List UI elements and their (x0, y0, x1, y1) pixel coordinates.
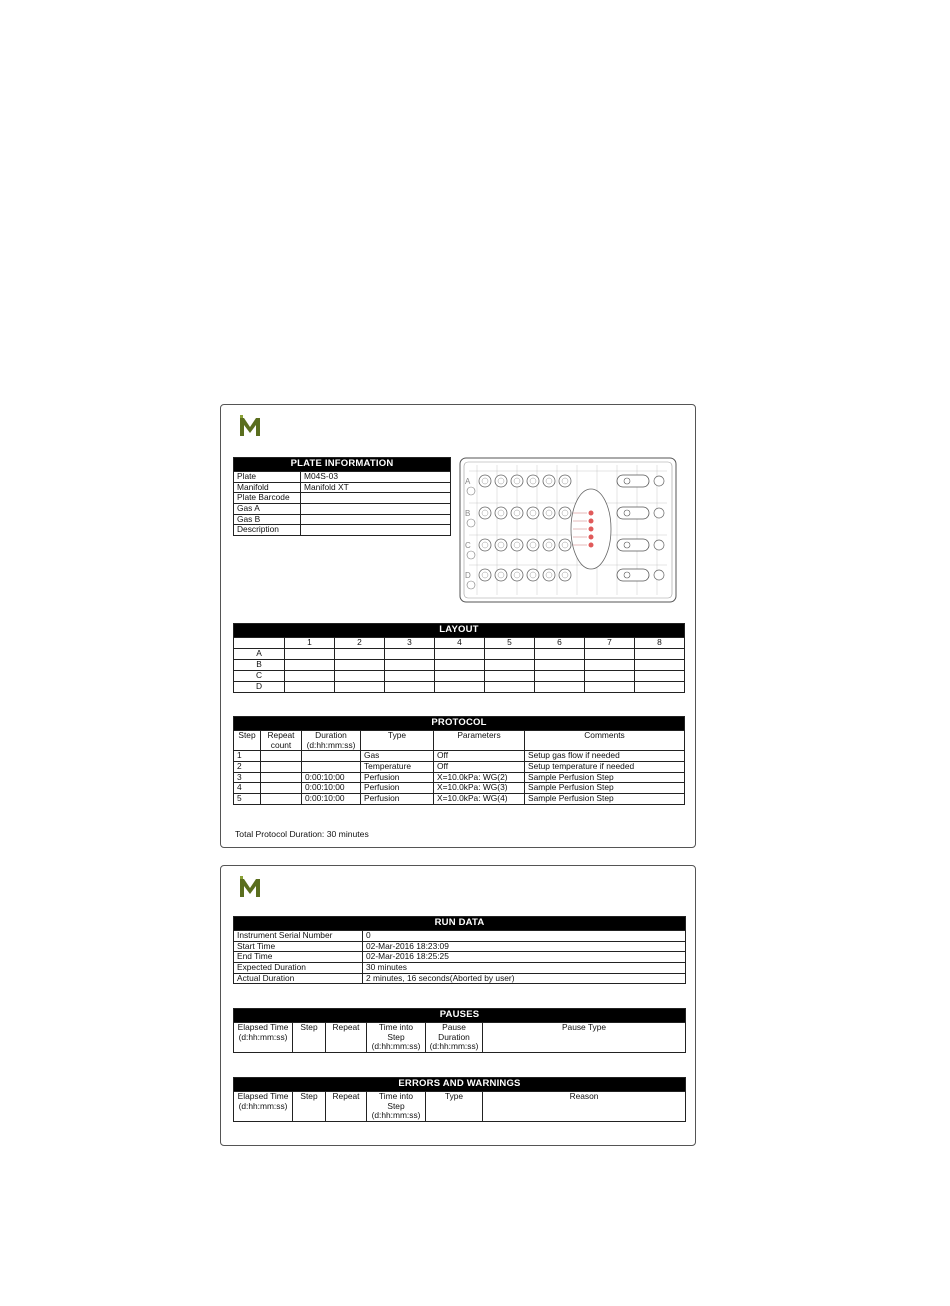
parameters-cell: X=10.0kPa: WG(2) (434, 772, 525, 783)
red-dot-icon (589, 519, 594, 524)
table-row (234, 941, 686, 952)
table-row (234, 751, 685, 762)
table-row (234, 659, 685, 670)
col-step: Step (293, 1091, 326, 1121)
layout-col-6: 6 (535, 637, 585, 648)
end-time-value: 02-Mar-2016 18:25:25 (363, 952, 686, 963)
table-row (234, 761, 685, 772)
protocol-title: PROTOCOL (234, 717, 685, 731)
well-icon (467, 581, 475, 589)
step-cell: 2 (234, 761, 261, 772)
duration-cell (302, 751, 361, 762)
serial-label: Instrument Serial Number (234, 930, 363, 941)
description-label: Description (234, 525, 301, 536)
gas-b-label: Gas B (234, 514, 301, 525)
well-icon (654, 540, 664, 550)
parameters-cell: X=10.0kPa: WG(4) (434, 793, 525, 804)
parameters-cell: Off (434, 751, 525, 762)
plate-information-title: PLATE INFORMATION (234, 458, 451, 472)
table-row (234, 681, 685, 692)
comments-cell: Setup gas flow if needed (525, 751, 685, 762)
table-row (234, 783, 685, 794)
duration-cell (302, 761, 361, 772)
plate-value: M04S-03 (301, 471, 451, 482)
errors-warnings-table (233, 1077, 686, 1122)
well-icon (527, 539, 539, 551)
layout-col-1: 1 (285, 637, 335, 648)
repeat-cell (261, 772, 302, 783)
col-reason: Reason (483, 1091, 686, 1121)
port-icon (617, 475, 649, 487)
plate-row-letter: A (465, 477, 471, 486)
run-data-title: RUN DATA (234, 917, 686, 931)
well-icon (479, 539, 491, 551)
table-row (234, 637, 685, 648)
step-cell: 3 (234, 772, 261, 783)
step-cell: 5 (234, 793, 261, 804)
report-page-2 (220, 865, 696, 1146)
table-row (234, 648, 685, 659)
col-time-into-step: Time into Step (d:hh:mm:ss) (367, 1091, 426, 1121)
well-icon (654, 570, 664, 580)
well-icon (543, 507, 555, 519)
layout-col-2: 2 (335, 637, 385, 648)
table-row (234, 525, 451, 536)
well-icon (511, 569, 523, 581)
errors-warnings-title: ERRORS AND WARNINGS (234, 1078, 686, 1092)
expected-duration-value: 30 minutes (363, 962, 686, 973)
comments-cell: Sample Perfusion Step (525, 772, 685, 783)
table-row (234, 962, 686, 973)
table-header-row (234, 730, 685, 750)
well-icon (495, 569, 507, 581)
report-title-cropped (369, 428, 559, 436)
table-row (234, 793, 685, 804)
red-dot-icon (589, 511, 594, 516)
repeat-cell (261, 793, 302, 804)
port-icon (617, 569, 649, 581)
well-icon (654, 508, 664, 518)
company-logo (239, 415, 261, 437)
layout-col-8: 8 (635, 637, 685, 648)
plate-row-letter: C (465, 541, 471, 550)
well-icon (559, 569, 571, 581)
col-elapsed-time: Elapsed Time (d:hh:mm:ss) (234, 1022, 293, 1052)
plate-label: Plate (234, 471, 301, 482)
type-cell: Gas (361, 751, 434, 762)
well-icon (654, 476, 664, 486)
parameters-cell: X=10.0kPa: WG(3) (434, 783, 525, 794)
well-icon (511, 539, 523, 551)
total-protocol-duration: Total Protocol Duration: 30 minutes (235, 829, 369, 839)
comments-cell: Setup temperature if needed (525, 761, 685, 772)
well-icon (527, 507, 539, 519)
col-repeat-count: Repeat count (261, 730, 302, 750)
col-step: Step (293, 1022, 326, 1052)
col-step: Step (234, 730, 261, 750)
comments-cell: Sample Perfusion Step (525, 783, 685, 794)
comments-cell: Sample Perfusion Step (525, 793, 685, 804)
start-time-label: Start Time (234, 941, 363, 952)
well-icon (467, 551, 475, 559)
step-cell: 1 (234, 751, 261, 762)
layout-col-5: 5 (485, 637, 535, 648)
table-row (234, 471, 451, 482)
layout-col-7: 7 (585, 637, 635, 648)
step-cell: 4 (234, 783, 261, 794)
end-time-label: End Time (234, 952, 363, 963)
pauses-title: PAUSES (234, 1009, 686, 1023)
red-dot-icon (589, 527, 594, 532)
gas-b-value (301, 514, 451, 525)
plate-information-table (233, 457, 451, 536)
table-row (234, 772, 685, 783)
description-value (301, 525, 451, 536)
col-duration: Duration (d:hh:mm:ss) (302, 730, 361, 750)
well-icon (495, 475, 507, 487)
col-repeat: Repeat (326, 1091, 367, 1121)
type-cell: Temperature (361, 761, 434, 772)
protocol-table (233, 716, 685, 805)
table-row (234, 973, 686, 984)
plate-barcode-label: Plate Barcode (234, 493, 301, 504)
col-pause-type: Pause Type (483, 1022, 686, 1052)
col-pause-duration: Pause Duration (d:hh:mm:ss) (426, 1022, 483, 1052)
run-data-table (233, 916, 686, 984)
manifold-value: Manifold XT (301, 482, 451, 493)
table-row (234, 514, 451, 525)
start-time-value: 02-Mar-2016 18:23:09 (363, 941, 686, 952)
port-icon (617, 539, 649, 551)
table-row (234, 930, 686, 941)
type-cell: Perfusion (361, 772, 434, 783)
company-logo (239, 876, 261, 898)
duration-cell: 0:00:10:00 (302, 772, 361, 783)
layout-row-a: A (234, 648, 285, 659)
col-time-into-step: Time into Step (d:hh:mm:ss) (367, 1022, 426, 1052)
layout-col-3: 3 (385, 637, 435, 648)
col-comments: Comments (525, 730, 685, 750)
layout-row-c: C (234, 670, 285, 681)
layout-title: LAYOUT (234, 624, 685, 638)
well-icon (559, 507, 571, 519)
well-icon (495, 507, 507, 519)
col-type: Type (426, 1091, 483, 1121)
expected-duration-label: Expected Duration (234, 962, 363, 973)
duration-cell: 0:00:10:00 (302, 783, 361, 794)
repeat-cell (261, 751, 302, 762)
well-icon (479, 569, 491, 581)
actual-duration-value: 2 minutes, 16 seconds(Aborted by user) (363, 973, 686, 984)
red-dot-icon (589, 535, 594, 540)
well-icon (559, 475, 571, 487)
well-icon (559, 539, 571, 551)
well-icon (495, 539, 507, 551)
well-icon (511, 507, 523, 519)
gas-a-label: Gas A (234, 503, 301, 514)
well-icon (467, 519, 475, 527)
type-cell: Perfusion (361, 793, 434, 804)
layout-row-d: D (234, 681, 285, 692)
table-header-row (234, 1091, 686, 1121)
actual-duration-label: Actual Duration (234, 973, 363, 984)
table-header-row (234, 1022, 686, 1052)
duration-cell: 0:00:10:00 (302, 793, 361, 804)
manifold-label: Manifold (234, 482, 301, 493)
col-parameters: Parameters (434, 730, 525, 750)
table-row (234, 670, 685, 681)
table-row (234, 952, 686, 963)
well-icon (543, 475, 555, 487)
plate-diagram (459, 457, 677, 603)
well-icon (527, 475, 539, 487)
well-icon (467, 487, 475, 495)
repeat-cell (261, 783, 302, 794)
table-row (234, 503, 451, 514)
plate-barcode-value (301, 493, 451, 504)
pauses-table (233, 1008, 686, 1053)
plate-row-letter: B (465, 509, 471, 518)
col-type: Type (361, 730, 434, 750)
table-row (234, 482, 451, 493)
layout-col-4: 4 (435, 637, 485, 648)
gas-a-value (301, 503, 451, 514)
red-dot-icon (589, 543, 594, 548)
well-icon (479, 507, 491, 519)
well-icon (511, 475, 523, 487)
col-elapsed-time: Elapsed Time (d:hh:mm:ss) (234, 1091, 293, 1121)
well-icon (479, 475, 491, 487)
well-icon (543, 539, 555, 551)
well-icon (527, 569, 539, 581)
serial-value: 0 (363, 930, 686, 941)
report-page-1 (220, 404, 696, 848)
plate-row-letter: D (465, 571, 471, 580)
table-row (234, 493, 451, 504)
port-icon (617, 507, 649, 519)
layout-table (233, 623, 685, 693)
parameters-cell: Off (434, 761, 525, 772)
col-repeat: Repeat (326, 1022, 367, 1052)
type-cell: Perfusion (361, 783, 434, 794)
well-icon (543, 569, 555, 581)
layout-row-b: B (234, 659, 285, 670)
repeat-cell (261, 761, 302, 772)
